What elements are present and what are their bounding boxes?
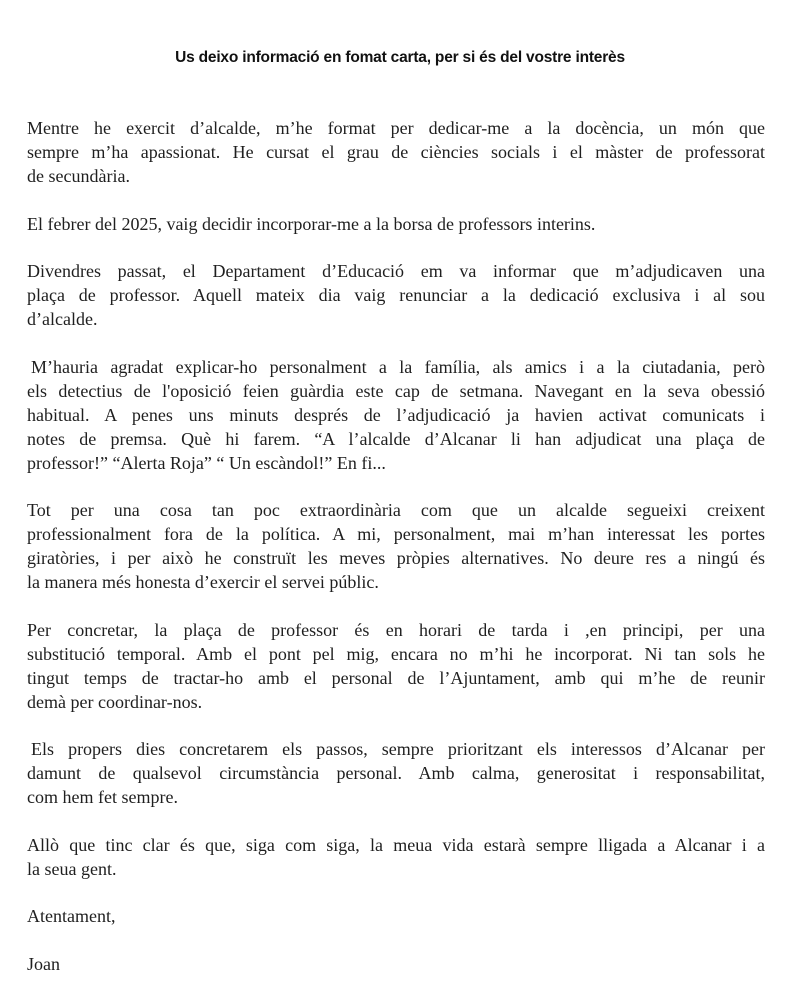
letter-title: Us deixo informació en fomat carta, per si és del vostre interès [175, 49, 625, 66]
text-line: Per concretar, la plaça de professor és en horari de tarda i ,en principi, per una [27, 619, 765, 640]
signature [27, 952, 765, 976]
text-line: plaça de professor. Aquell mateix dia vaig renunciar a la dedicació exclusiva i al sou [27, 285, 765, 305]
text-line: Divendres passat, el Departament d’Educació em va informar que m’adjudicaven una [27, 261, 765, 281]
text-line: d’alcalde. [27, 309, 98, 329]
text-line: Mentre he exercit d’alcalde, m’he format per dedicar-me a la docència, un món que [27, 118, 765, 138]
text-line: tingut temps de tractar-ho amb el personal de l’Ajuntament, amb qui m’he de reunir [27, 667, 765, 688]
paragraph [27, 355, 765, 475]
paragraph [27, 498, 765, 594]
text-line: els detectius de l'oposició feien guàrdia este cap de setmana. Navegant en la seva obessió [27, 380, 765, 401]
text-line: de secundària. [27, 166, 130, 186]
text-line: damunt de qualsevol circumstància personal. Amb calma, generositat i responsabilitat, [27, 763, 765, 783]
text-line: Atentament, [27, 906, 116, 926]
text-line: sempre m’ha apassionat. He cursat el grau de ciències socials i el màster de professorat [27, 142, 765, 162]
paragraph [27, 116, 765, 188]
paragraph [27, 618, 765, 714]
text-line: notes de premsa. Què hi farem. “A l’alcalde d’Alcanar li han adjudicat una plaça de [27, 428, 765, 449]
text-line: M’hauria agradat explicar-ho personalment a la família, als amics i a la ciutadania, però [31, 356, 765, 377]
closing [27, 904, 765, 928]
text-line: habitual. A penes uns minuts després de l’adjudicació ja havien activat comunicats i [27, 404, 765, 425]
paragraph [27, 833, 765, 881]
text-line: professionalment fora de la política. A mi, personalment, mai m’han interessat les portes [27, 524, 765, 544]
text-line: El febrer del 2025, vaig decidir incorporar-me a la borsa de professors interins. [27, 213, 596, 234]
text-line: giratòries, i per això he construït les meves pròpies alternatives. No deure res a ningú és [27, 548, 765, 568]
text-line: substitució temporal. Amb el pont pel mig, encara no m’hi he incorporat. Ni tan sols he [27, 643, 765, 664]
text-line: demà per coordinar-nos. [27, 691, 203, 712]
text-line: Tot per una cosa tan poc extraordinària com que un alcalde segueixi creixent [27, 500, 765, 520]
paragraph [27, 212, 765, 236]
text-line: la manera més honesta d’exercir el servei públic. [27, 572, 379, 592]
paragraph [27, 259, 765, 331]
text-line: com hem fet sempre. [27, 787, 178, 807]
text-line: professor!” “Alerta Roja” “ Un escàndol!” En fi... [27, 452, 386, 473]
text-line: la seua gent. [27, 858, 117, 879]
letter-body [27, 116, 765, 999]
text-line: Joan [27, 953, 60, 974]
text-line: Els propers dies concretarem els passos, sempre prioritzant els interessos d’Alcanar per [31, 739, 765, 759]
text-line: Allò que tinc clar és que, siga com siga, la meua vida estarà sempre lligada a Alcanar i a [27, 834, 765, 855]
paragraph [27, 737, 765, 809]
